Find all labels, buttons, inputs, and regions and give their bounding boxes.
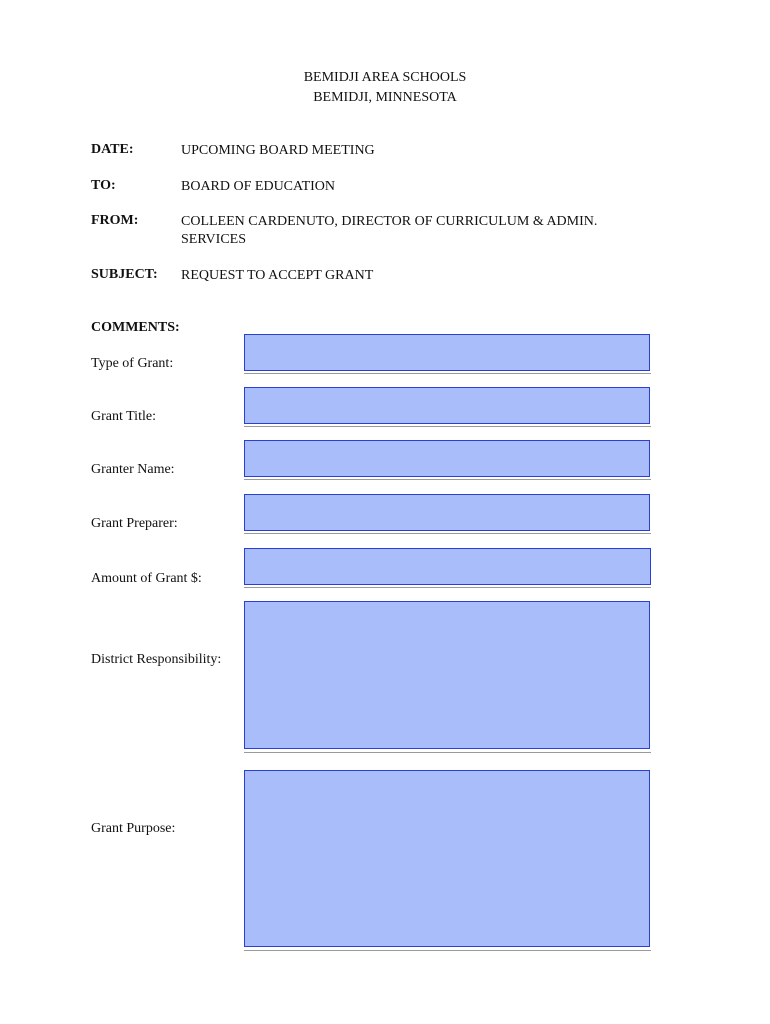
field-underline [244, 752, 651, 753]
district-responsibility-field[interactable] [244, 601, 650, 749]
grant-preparer-field[interactable] [244, 494, 650, 531]
grant-title-field[interactable] [244, 387, 650, 424]
type-of-grant-field[interactable] [244, 334, 650, 371]
from-value-line-2: SERVICES [181, 232, 247, 247]
field-underline [244, 373, 651, 374]
subject-value: REQUEST TO ACCEPT GRANT [181, 268, 374, 283]
grant-purpose-label: Grant Purpose: [91, 821, 176, 836]
district-responsibility-label: District Responsibility: [91, 652, 222, 667]
from-label: FROM: [91, 213, 139, 228]
field-underline [244, 479, 651, 480]
organization-location: BEMIDJI, MINNESOTA [313, 90, 457, 105]
granter-name-field[interactable] [244, 440, 650, 477]
field-underline [244, 950, 651, 951]
field-underline [244, 587, 651, 588]
field-underline [244, 533, 651, 534]
amount-of-grant-field[interactable] [244, 548, 651, 585]
field-underline [244, 426, 651, 427]
type-of-grant-label: Type of Grant: [91, 356, 174, 371]
to-value: BOARD OF EDUCATION [181, 179, 336, 194]
grant-title-label: Grant Title: [91, 409, 156, 424]
date-label: DATE: [91, 142, 134, 157]
amount-of-grant-label: Amount of Grant $: [91, 571, 202, 586]
organization-name: BEMIDJI AREA SCHOOLS [303, 70, 467, 85]
granter-name-label: Granter Name: [91, 462, 175, 477]
subject-label: SUBJECT: [91, 267, 158, 282]
grant-preparer-label: Grant Preparer: [91, 516, 178, 531]
grant-purpose-field[interactable] [244, 770, 650, 947]
from-value [181, 213, 597, 249]
comments-heading: COMMENTS: [91, 320, 180, 335]
to-label: TO: [91, 178, 116, 193]
date-value: UPCOMING BOARD MEETING [181, 143, 375, 158]
from-value-line-1: COLLEEN CARDENUTO, DIRECTOR OF CURRICULUM & ADMIN. [181, 214, 598, 229]
